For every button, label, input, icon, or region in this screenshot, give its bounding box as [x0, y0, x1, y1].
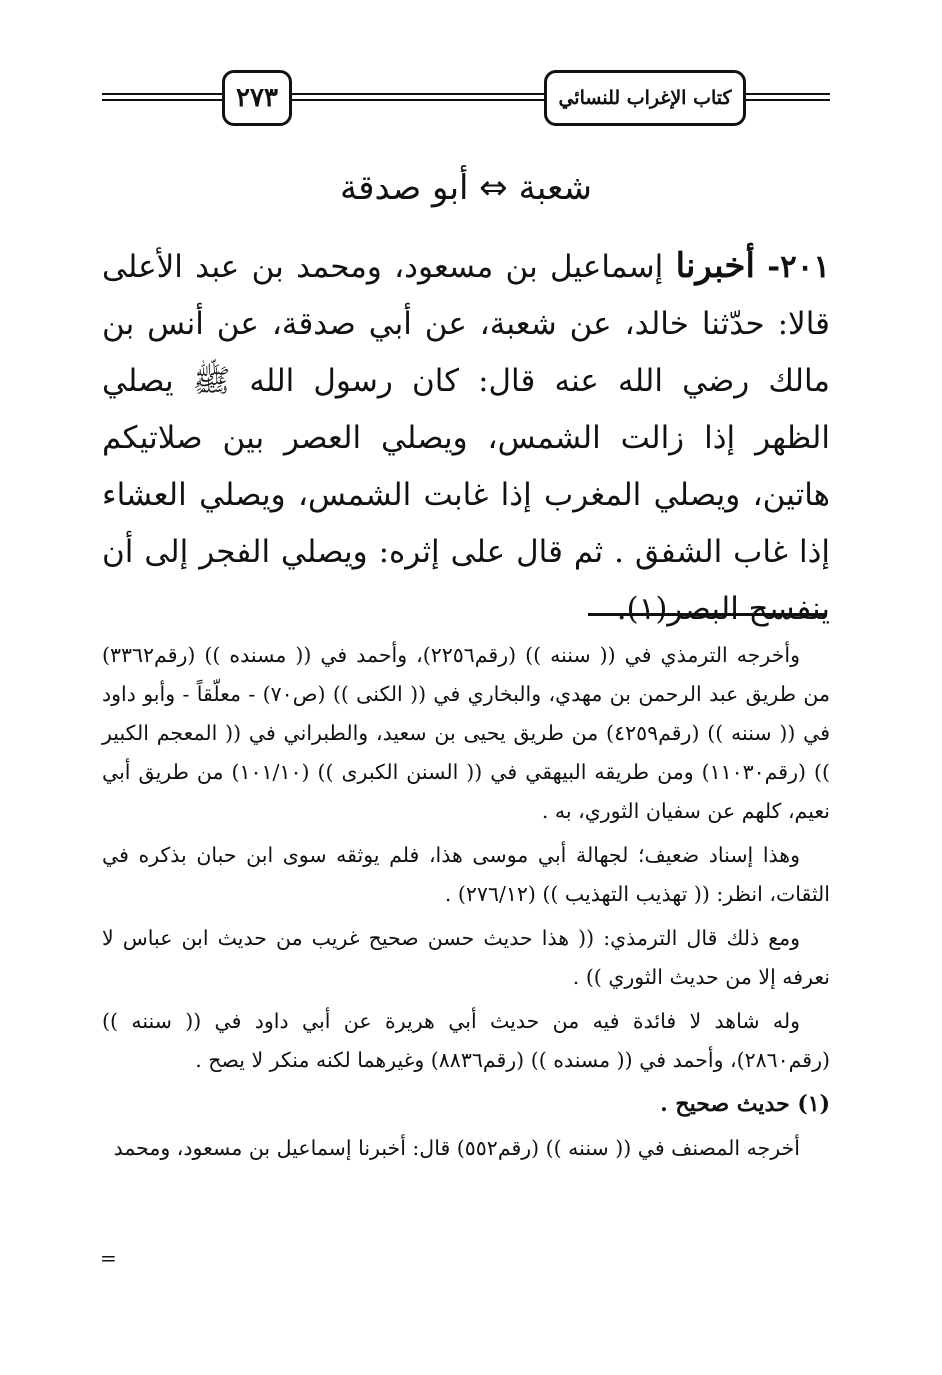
hadith-opening-word: أخبرنا — [675, 246, 755, 286]
footnote-paragraph: وأخرجه الترمذي في (( سننه )) (رقم٢٢٥٦)، وأحمد في (( مسنده )) (رقم٣٣٦٢) من طريق عبد الرحمن بن مهدي، والبخاري في (( الكنى )) (ص٧٠) - معلّقاً - وأبو داود في (( سننه )) (رقم٤٢٥٩) من طريق يحيى بن سعيد، والطبراني في (( المعجم الكبير )) (رقم١١٠٣٠) ومن طريقه البيهقي في (( السنن الكبرى )) (١٠١/١٠) من طريق أبي نعيم، كلهم عن سفيان الثوري، به . — [102, 643, 831, 823]
continuation-mark: = — [100, 1246, 117, 1270]
chapter-title: شعبة ⇔ أبو صدقة — [340, 168, 592, 208]
footnote-paragraph: أخرجه المصنف في (( سننه )) (رقم٥٥٢) قال: أخبرنا إسماعيل بن مسعود، ومحمد — [113, 1136, 800, 1160]
hadith-text — [102, 238, 830, 638]
footnote-label: (١) حديث صحيح . — [660, 1091, 830, 1117]
footnote-separator — [588, 613, 826, 616]
footnote-paragraph: وهذا إسناد ضعيف؛ لجهالة أبي موسى هذا، فلم يوثقه سوى ابن حبان بذكره في الثقات، انظر: (( تهذيب التهذيب )) (٢٧٦/١٢) . — [102, 843, 830, 906]
footnotes — [102, 636, 830, 1173]
book-title: كتاب الإغراب للنسائي — [544, 70, 746, 126]
footnote-paragraph: ومع ذلك قال الترمذي: (( هذا حديث حسن صحيح غريب من حديث ابن عباس لا نعرفه إلا من حديث الثوري )) . — [102, 926, 830, 989]
hadith-number: ٢٠١- — [767, 249, 831, 285]
page-number: ٢٧٣ — [222, 70, 292, 126]
hadith-body: إسماعيل بن مسعود، ومحمد بن عبد الأعلى قالا: حدّثنا خالد، عن شعبة، عن أبي صدقة، عن أنس بن مالك رضي الله عنه قال: كان رسول الله ﷺ يصلي الظهر إذا زالت الشمس، ويصلي العصر بين صلاتيكم هاتين، ويصلي المغرب إذا غابت الشمس، ويصلي العشاء إذا غاب الشفق . ثم قال على إثره: ويصلي الفجر إلى أن ينفسح البصر(١). — [102, 249, 830, 627]
footnote-paragraph: وله شاهد لا فائدة فيه من حديث أبي هريرة عن أبي داود في (( سننه )) (رقم٢٨٦٠)، وأحمد في (( مسنده )) (رقم٨٨٣٦) وغيرهما لكنه منكر لا يصح . — [102, 1009, 830, 1072]
page-header — [102, 64, 830, 128]
